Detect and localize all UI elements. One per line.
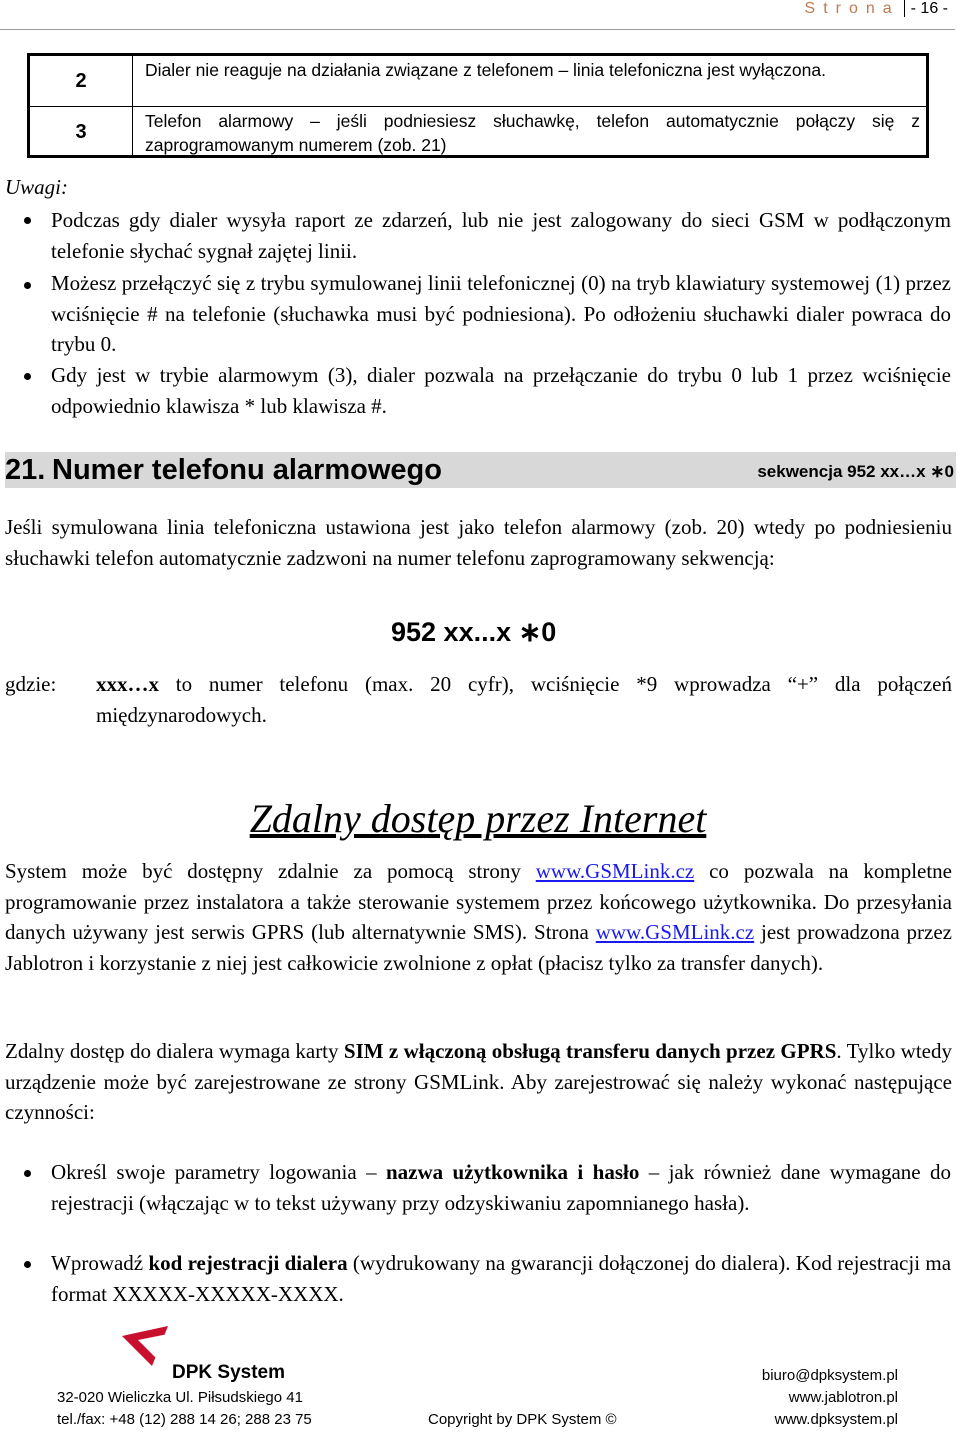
- notes-heading: Uwagi:: [5, 175, 68, 199]
- paragraph-text: jest prowadzona przez Jablotron i korzystanie z niej jest całkowicie zwolnione z opłat (płacisz tylko za transfer danych).: [5, 920, 952, 975]
- where-text: to numer telefonu (max. 20 cyfr), wciśnięcie *9 wprowadza “+” dla połączeń międzynarodowych.: [96, 672, 952, 727]
- paragraph-text: co pozwala na kompletne programowanie przez instalatora a także sterowanie systemem przez końcowego użytkownika. Do przesyłania danych używany jest serwis GPRS (lub alternatywnie SMS). Strona: [5, 859, 953, 944]
- bullet-icon: [24, 282, 31, 289]
- step-bold: kod rejestracji dialera: [148, 1251, 348, 1275]
- table-divider-horizontal: [30, 106, 926, 107]
- table-row-description: Dialer nie reaguje na działania związane z telefonem – linia telefoniczna jest wyłączona.: [145, 60, 826, 80]
- bullet-icon: [24, 217, 31, 224]
- section-intro: Jeśli symulowana linia telefoniczna ustawiona jest jako telefon alarmowy (zob. 20) wtedy po podniesieniu słuchawki telefon automatycznie zadzwoni na numer telefonu zaprogramowany sekwencją:: [5, 515, 952, 570]
- table-row-code: 3: [75, 121, 87, 143]
- section-sequence-label: sekwencja 952 xx…x ∗0: [757, 462, 954, 481]
- table-row-description: Telefon alarmowy – jeśli podniesiesz słuchawkę, telefon automatycznie połączy się z zaprogramowanym numerem (zob. 21): [145, 111, 920, 155]
- section-title: Numer telefonu alarmowego: [52, 454, 442, 486]
- footer-email[interactable]: biuro@dpksystem.pl: [761, 1367, 898, 1384]
- footer-address: 32-020 Wieliczka Ul. Piłsudskiego 41: [57, 1389, 303, 1406]
- footer-web-dpk[interactable]: www.dpksystem.pl: [774, 1411, 898, 1428]
- step-text: (wydrukowany na gwarancji dołączonej do dialera). Kod rejestracji ma format XXXXX-XXXXX-XXXX.: [51, 1251, 952, 1306]
- step-text: – jak również dane wymagane do rejestracji (włączając w to tekst używany przy odzyskiwaniu zapomnianego hasła).: [51, 1160, 951, 1215]
- sequence-display: 952 xx...x ∗0: [391, 617, 557, 647]
- dpk-logo-icon: [108, 1326, 288, 1382]
- paragraph-text: System może być dostępny zdalnie za pomocą strony: [5, 859, 536, 883]
- paragraph-text: Zdalny dostęp do dialera wymaga karty: [5, 1039, 344, 1063]
- table-row-code: 2: [75, 70, 87, 92]
- registration-step: [51, 1248, 951, 1309]
- where-label: gdzie:: [5, 672, 57, 696]
- note-item: Podczas gdy dialer wysyła raport ze zdarzeń, lub nie jest zalogowany do sieci GSM w podłączonym telefonie słychać sygnał zajętej linii.: [51, 208, 951, 263]
- note-item: Możesz przełączyć się z trybu symulowanej linii telefonicznej (0) na tryb klawiatury systemowej (1) przez wciśnięcie # na telefonie (słuchawka musi być podniesiona). Po odłożeniu słuchawki dialer powraca do trybu 0.: [51, 271, 951, 356]
- section-number: 21.: [5, 454, 46, 486]
- paragraph-text: . Tylko wtedy urządzenie może być zarejestrowane ze strony GSMLink. Aby zarejestrować się należy wykonać następujące czynności:: [5, 1039, 952, 1124]
- page-header: [0, 0, 948, 18]
- footer-web-jablotron[interactable]: www.jablotron.pl: [788, 1389, 898, 1406]
- step-text: Wprowadź: [51, 1251, 149, 1275]
- bullet-icon: [24, 1170, 31, 1177]
- internet-paragraph-2: [5, 1036, 952, 1128]
- bullet-icon: [24, 373, 31, 380]
- note-item: Gdy jest w trybie alarmowym (3), dialer pozwala na przełączanie do trybu 0 lub 1 przez wciśnięcie odpowiednio klawisza * lub klawisza #.: [51, 363, 951, 418]
- status-table: [27, 53, 929, 158]
- footer-copyright: Copyright by DPK System ©: [428, 1411, 617, 1428]
- where-description: [96, 669, 952, 730]
- gsmlink-link[interactable]: www.GSMLink.cz: [595, 920, 755, 944]
- step-text: Określ swoje parametry logowania –: [51, 1160, 386, 1184]
- where-code: xxx…x: [96, 672, 159, 696]
- header-rule: [0, 29, 955, 30]
- page-number: - 16 -: [904, 0, 948, 17]
- internet-title: Zdalny dostęp przez Internet: [249, 796, 707, 841]
- internet-paragraph-1: [5, 856, 952, 978]
- gsmlink-link[interactable]: www.GSMLink.cz: [535, 859, 695, 883]
- logo-text: DPK System: [172, 1362, 285, 1382]
- step-bold: nazwa użytkownika i hasło: [385, 1160, 640, 1184]
- paragraph-bold: SIM z włączoną obsługą transferu danych przez GPRS: [343, 1039, 837, 1063]
- registration-step: [51, 1157, 951, 1218]
- footer-phone: tel./fax: +48 (12) 288 14 26; 288 23 75: [57, 1411, 312, 1428]
- bullet-icon: [24, 1261, 31, 1268]
- page-word: Strona: [804, 0, 900, 17]
